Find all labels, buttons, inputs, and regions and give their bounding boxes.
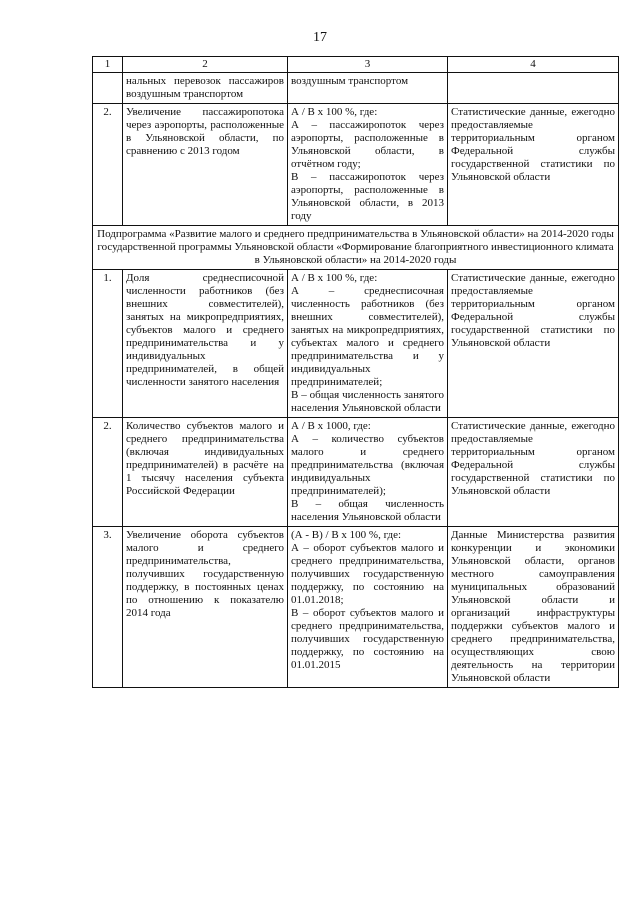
table-header-row [93, 57, 619, 73]
indicator-cell: Количество субъектов малого и среднего предпринимательства (включая индивидуальных предпринимателей) в расчёте на 1 тысячу населения субъекта Российской Федерации [123, 418, 288, 527]
section-title: Подпрограмма «Развитие малого и среднего предпринимательства в Ульяновской области» на 2014-2020 годы государственной программы Ульяновской области «Формирование благоприятного инвестиционного климата в Ульяновской области» на 2014-2020 годы [93, 226, 619, 270]
row-number [93, 73, 123, 104]
formula-line: А – пассажиропоток через аэропорты, расположенные в Ульяновской области, в отчётном году; [291, 119, 444, 170]
formula-cell [288, 104, 448, 226]
row-number: 1. [93, 270, 123, 418]
formula-line: В – общая численность населения Ульяновской области [291, 498, 444, 523]
formula-cell [288, 418, 448, 527]
table-row [93, 418, 619, 527]
formula-line: А / В х 100 %, где: [291, 106, 378, 118]
source-cell: Статистические данные, ежегодно предоставляемые территориальным органом Федеральной службы государственной статистики по Ульяновской области [448, 418, 619, 527]
indicators-table [92, 56, 619, 688]
indicator-cell: Увеличение оборота субъектов малого и среднего предпринимательства, получивших государственную поддержку, в постоянных ценах по отношению к показателю 2014 года [123, 527, 288, 688]
column-header: 2 [123, 57, 288, 73]
formula-cell [288, 270, 448, 418]
formula-line: А – оборот субъектов малого и среднего предпринимательства, получивших государственную поддержку, по состоянию на 01.01.2018; [291, 542, 444, 606]
formula-line: воздушным транспортом [291, 75, 409, 87]
source-cell [448, 73, 619, 104]
formula-line: В – оборот субъектов малого и среднего предпринимательства, получивших государственную поддержку, по состоянию на 01.01.2015 [291, 607, 444, 671]
section-heading-row [93, 226, 619, 270]
formula-line: В – пассажиропоток через аэропорты, расположенные в Ульяновской области, в 2013 году [291, 171, 444, 222]
indicator-cell: нальных перевозок пассажиров воздушным транспортом [123, 73, 288, 104]
formula-line: А – среднесписочная численность работников (без внешних совместителей), занятых на микропредприятиях, субъектах малого и среднего предпринимательства и у индивидуальных предпринимателей; [291, 285, 444, 388]
column-header: 3 [288, 57, 448, 73]
row-number: 2. [93, 104, 123, 226]
table-row [93, 73, 619, 104]
formula-cell [288, 527, 448, 688]
indicator-cell: Увеличение пассажиропотока через аэропорты, расположенные в Ульяновской области, по сравнению с 2013 годом [123, 104, 288, 226]
row-number: 2. [93, 418, 123, 527]
source-cell: Статистические данные, ежегодно предоставляемые территориальным органом Федеральной службы государственной статистики по Ульяновской области [448, 104, 619, 226]
table-row [93, 527, 619, 688]
formula-line: В – общая численность занятого населения Ульяновской области [291, 389, 444, 414]
source-cell: Данные Министерства развития конкуренции и экономики Ульяновской области, органов местного самоуправления муниципальных образований Ульяновской области и организаций инфраструктуры поддержки субъектов малого и среднего предпринимательства, осуществляющих свою деятельность на территории Ульяновской области [448, 527, 619, 688]
table-row [93, 104, 619, 226]
indicator-cell: Доля среднесписочной численности работников (без внешних совместителей), занятых на микропредприятиях, субъектов малого и среднего предпринимательства и у индивидуальных предпринимателей, в общей численности занятого населения [123, 270, 288, 418]
column-header: 4 [448, 57, 619, 73]
source-cell: Статистические данные, ежегодно предоставляемые территориальным органом Федеральной службы государственной статистики по Ульяновской области [448, 270, 619, 418]
formula-line: А / В х 1000, где: [291, 420, 371, 432]
table-row [93, 270, 619, 418]
column-header: 1 [93, 57, 123, 73]
formula-cell [288, 73, 448, 104]
row-number: 3. [93, 527, 123, 688]
formula-line: (А - В) / В х 100 %, где: [291, 529, 402, 541]
formula-line: А – количество субъектов малого и среднего предпринимательства (включая индивидуальных предпринимателей); [291, 433, 444, 497]
formula-line: А / В х 100 %, где: [291, 272, 378, 284]
page-number: 17 [313, 30, 327, 45]
